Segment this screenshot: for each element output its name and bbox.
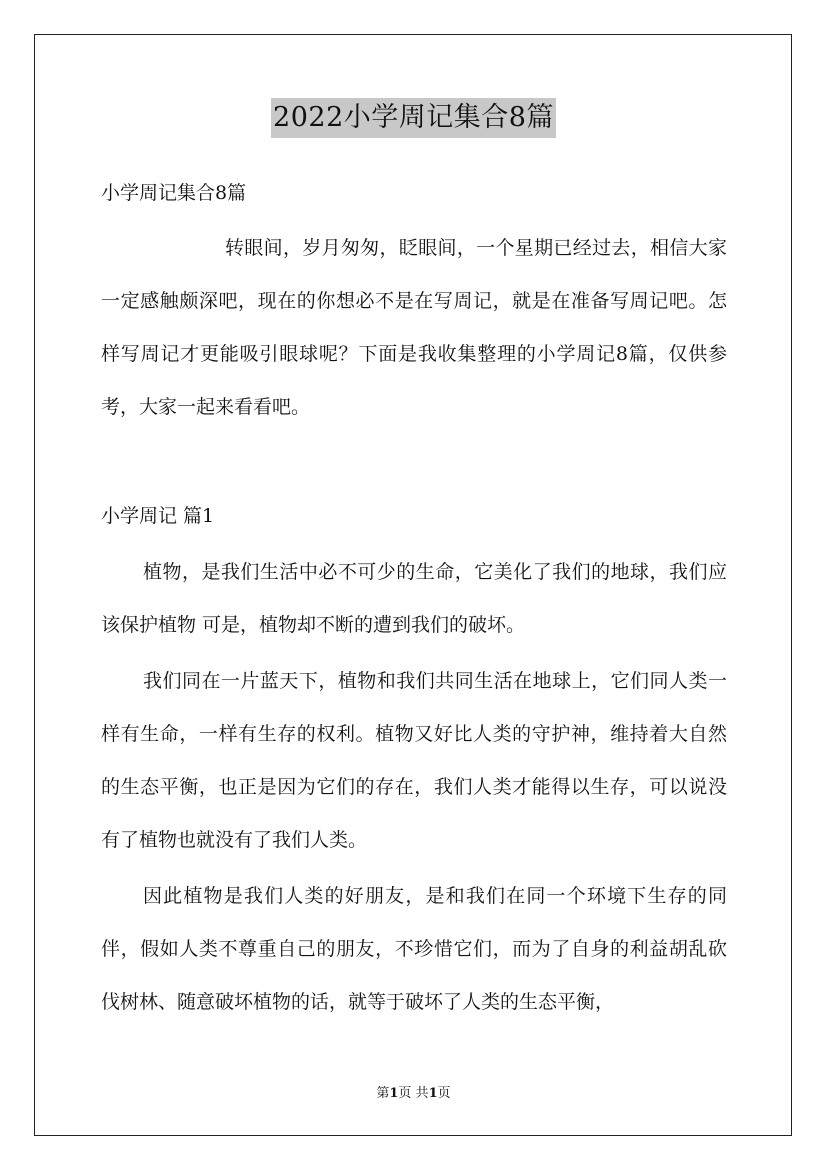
page-footer bbox=[0, 1082, 827, 1101]
document-subtitle: 小学周记集合8篇 bbox=[101, 182, 247, 204]
body-paragraph-3: 因此植物是我们人类的好朋友，是和我们在同一个环境下生存的同伴，假如人类不尊重自己的朋友，不珍惜它们，而为了自身的利益胡乱砍伐树林、随意破坏植物的话，就等于破坏了人类的生态平衡， bbox=[101, 885, 727, 1013]
page-suffix: 页 bbox=[437, 1086, 451, 1101]
document-body bbox=[101, 170, 727, 1029]
page-current: 1 bbox=[389, 1086, 399, 1101]
title-container bbox=[0, 98, 827, 138]
page-prefix: 第 bbox=[376, 1086, 390, 1101]
document-title: 2022小学周记集合8篇 bbox=[271, 98, 556, 138]
intro-paragraph: 转眼间，岁月匆匆，眨眼间，一个星期已经过去，相信大家一定感触颇深吧，现在的你想必不是在写周记，就是在准备写周记吧。怎样写周记才更能吸引眼球呢？下面是我收集整理的小学周记8篇，仅供参考，大家一起来看看吧。 bbox=[101, 237, 727, 418]
body-paragraph-2: 我们同在一片蓝天下，植物和我们共同生活在地球上，它们同人类一样有生命，一样有生存的权利。植物又好比人类的守护神，维持着大自然的生态平衡，也正是因为它们的存在，我们人类才能得以生存，可以说没有了植物也就没有了我们人类。 bbox=[101, 670, 727, 851]
page-mid: 页 共 bbox=[398, 1086, 429, 1101]
section-heading: 小学周记 篇1 bbox=[101, 505, 215, 527]
body-paragraph-1: 植物，是我们生活中必不可少的生命，它美化了我们的地球，我们应该保护植物 可是，植物却不断的遭到我们的破坏。 bbox=[101, 561, 727, 636]
page-total: 1 bbox=[428, 1086, 438, 1101]
